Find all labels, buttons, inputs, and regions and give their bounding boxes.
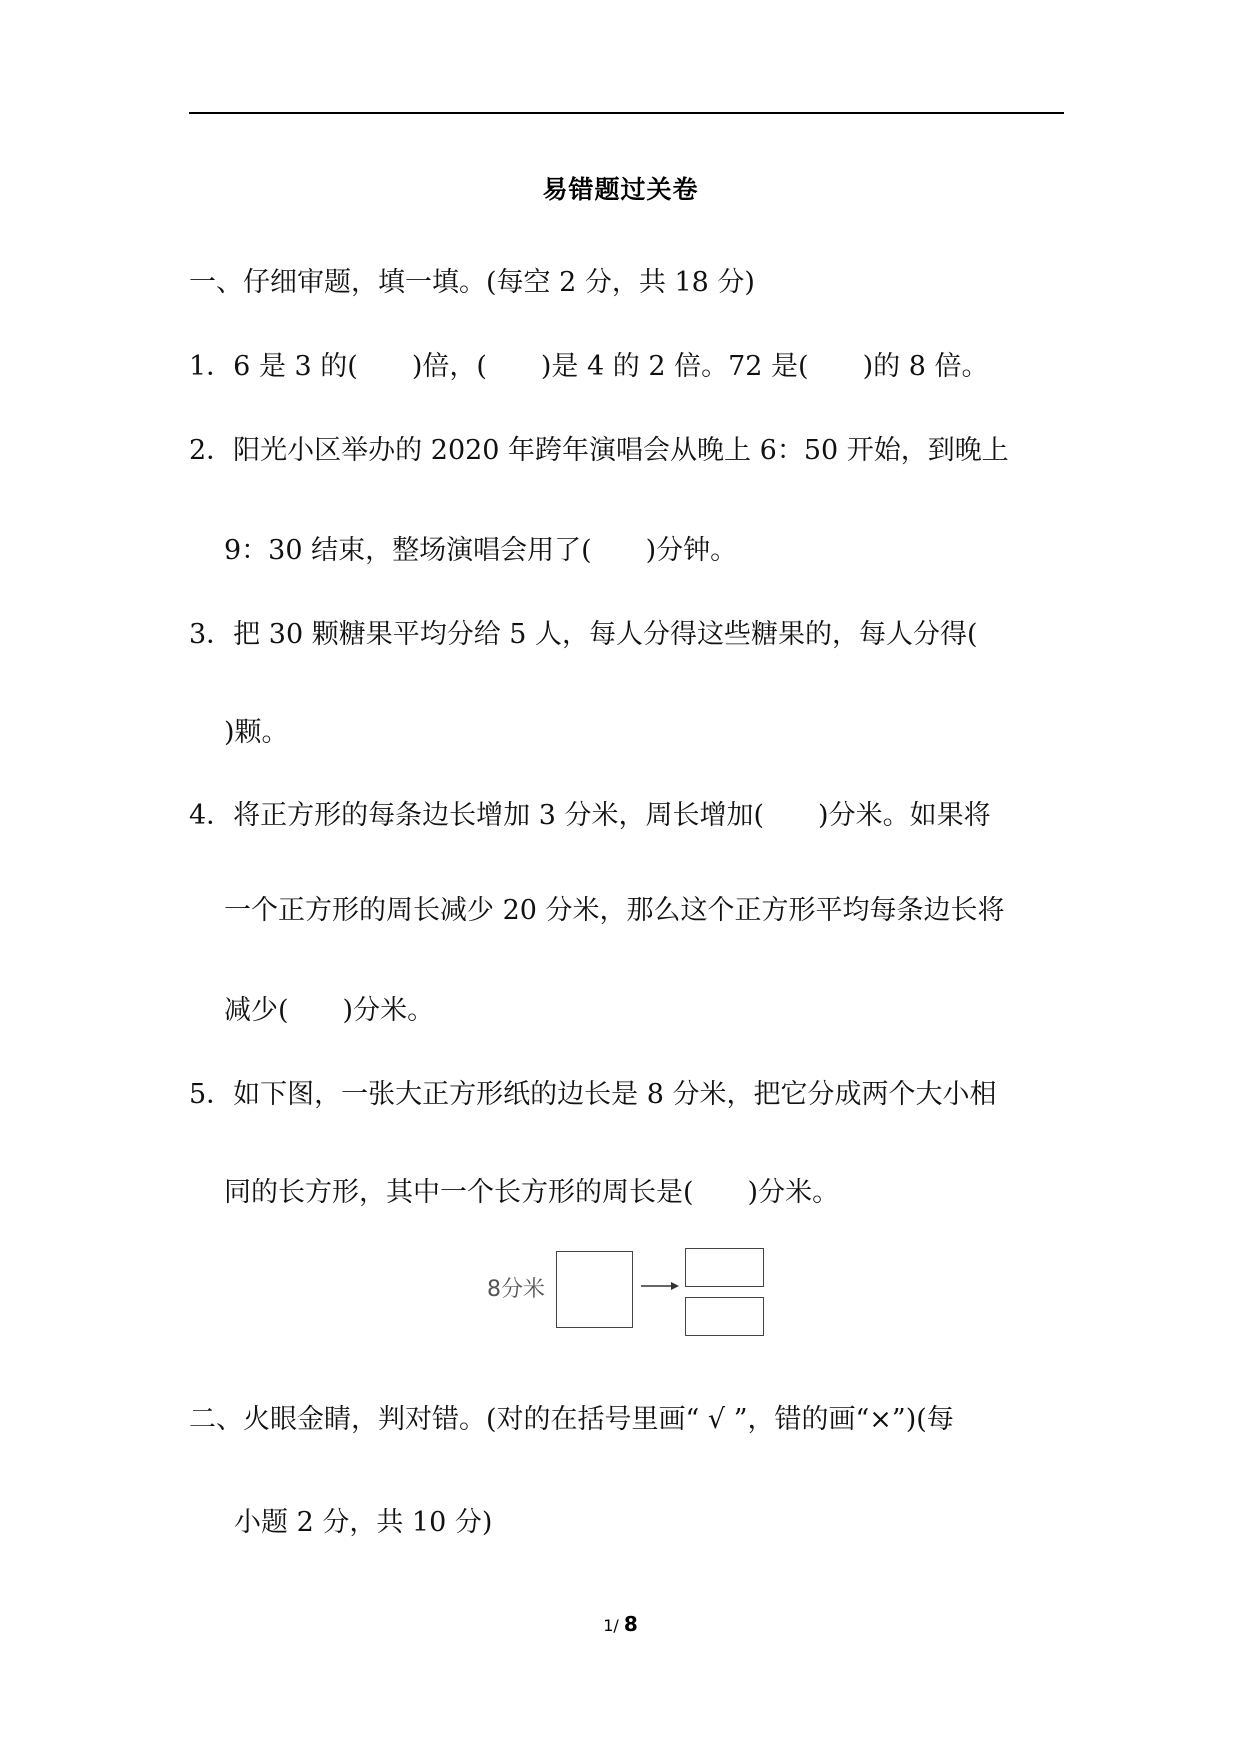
rectangle-top xyxy=(685,1248,764,1287)
question-4-line-2: 一个正方形的周长减少 20 分米，那么这个正方形平均每条边长将 xyxy=(224,895,1005,926)
arrow-right-icon xyxy=(640,1276,680,1296)
page-number xyxy=(0,1612,1241,1636)
section2-heading-line-1: 二、火眼金睛，判对错。(对的在括号里画“ √ ”，错的画“×”)(每 xyxy=(189,1404,954,1435)
header-rule xyxy=(189,112,1064,114)
square-split-figure xyxy=(480,1242,780,1342)
page-number-total: 8 xyxy=(623,1612,638,1636)
figure-side-label: 8分米 xyxy=(487,1277,545,1302)
question-4-line-3: 减少( )分米。 xyxy=(224,995,435,1026)
page-number-current: 1/ xyxy=(603,1616,619,1635)
question-2-line-1: 2．阳光小区举办的 2020 年跨年演唱会从晚上 6：50 开始，到晚上 xyxy=(189,435,1009,466)
section2-heading-line-2: 小题 2 分，共 10 分) xyxy=(234,1507,493,1538)
page-title: 易错题过关卷 xyxy=(542,175,699,204)
rectangle-bottom xyxy=(685,1297,764,1336)
question-3-line-2: )颗。 xyxy=(224,717,289,748)
question-3-line-1: 3．把 30 颗糖果平均分给 5 人，每人分得这些糖果的，每人分得( xyxy=(189,619,978,650)
section1-heading: 一、仔细审题，填一填。(每空 2 分，共 18 分) xyxy=(189,267,755,298)
question-4-line-1: 4．将正方形的每条边长增加 3 分米，周长增加( )分米。如果将 xyxy=(189,800,991,831)
question-5-line-2: 同的长方形，其中一个长方形的周长是( )分米。 xyxy=(224,1177,840,1208)
question-2-line-2: 9：30 结束，整场演唱会用了( )分钟。 xyxy=(224,535,738,566)
big-square xyxy=(556,1251,633,1328)
question-1: 1．6 是 3 的( )倍，( )是 4 的 2 倍。72 是( )的 8 倍。 xyxy=(189,351,989,382)
question-5-line-1: 5．如下图，一张大正方形纸的边长是 8 分米，把它分成两个大小相 xyxy=(189,1079,997,1110)
